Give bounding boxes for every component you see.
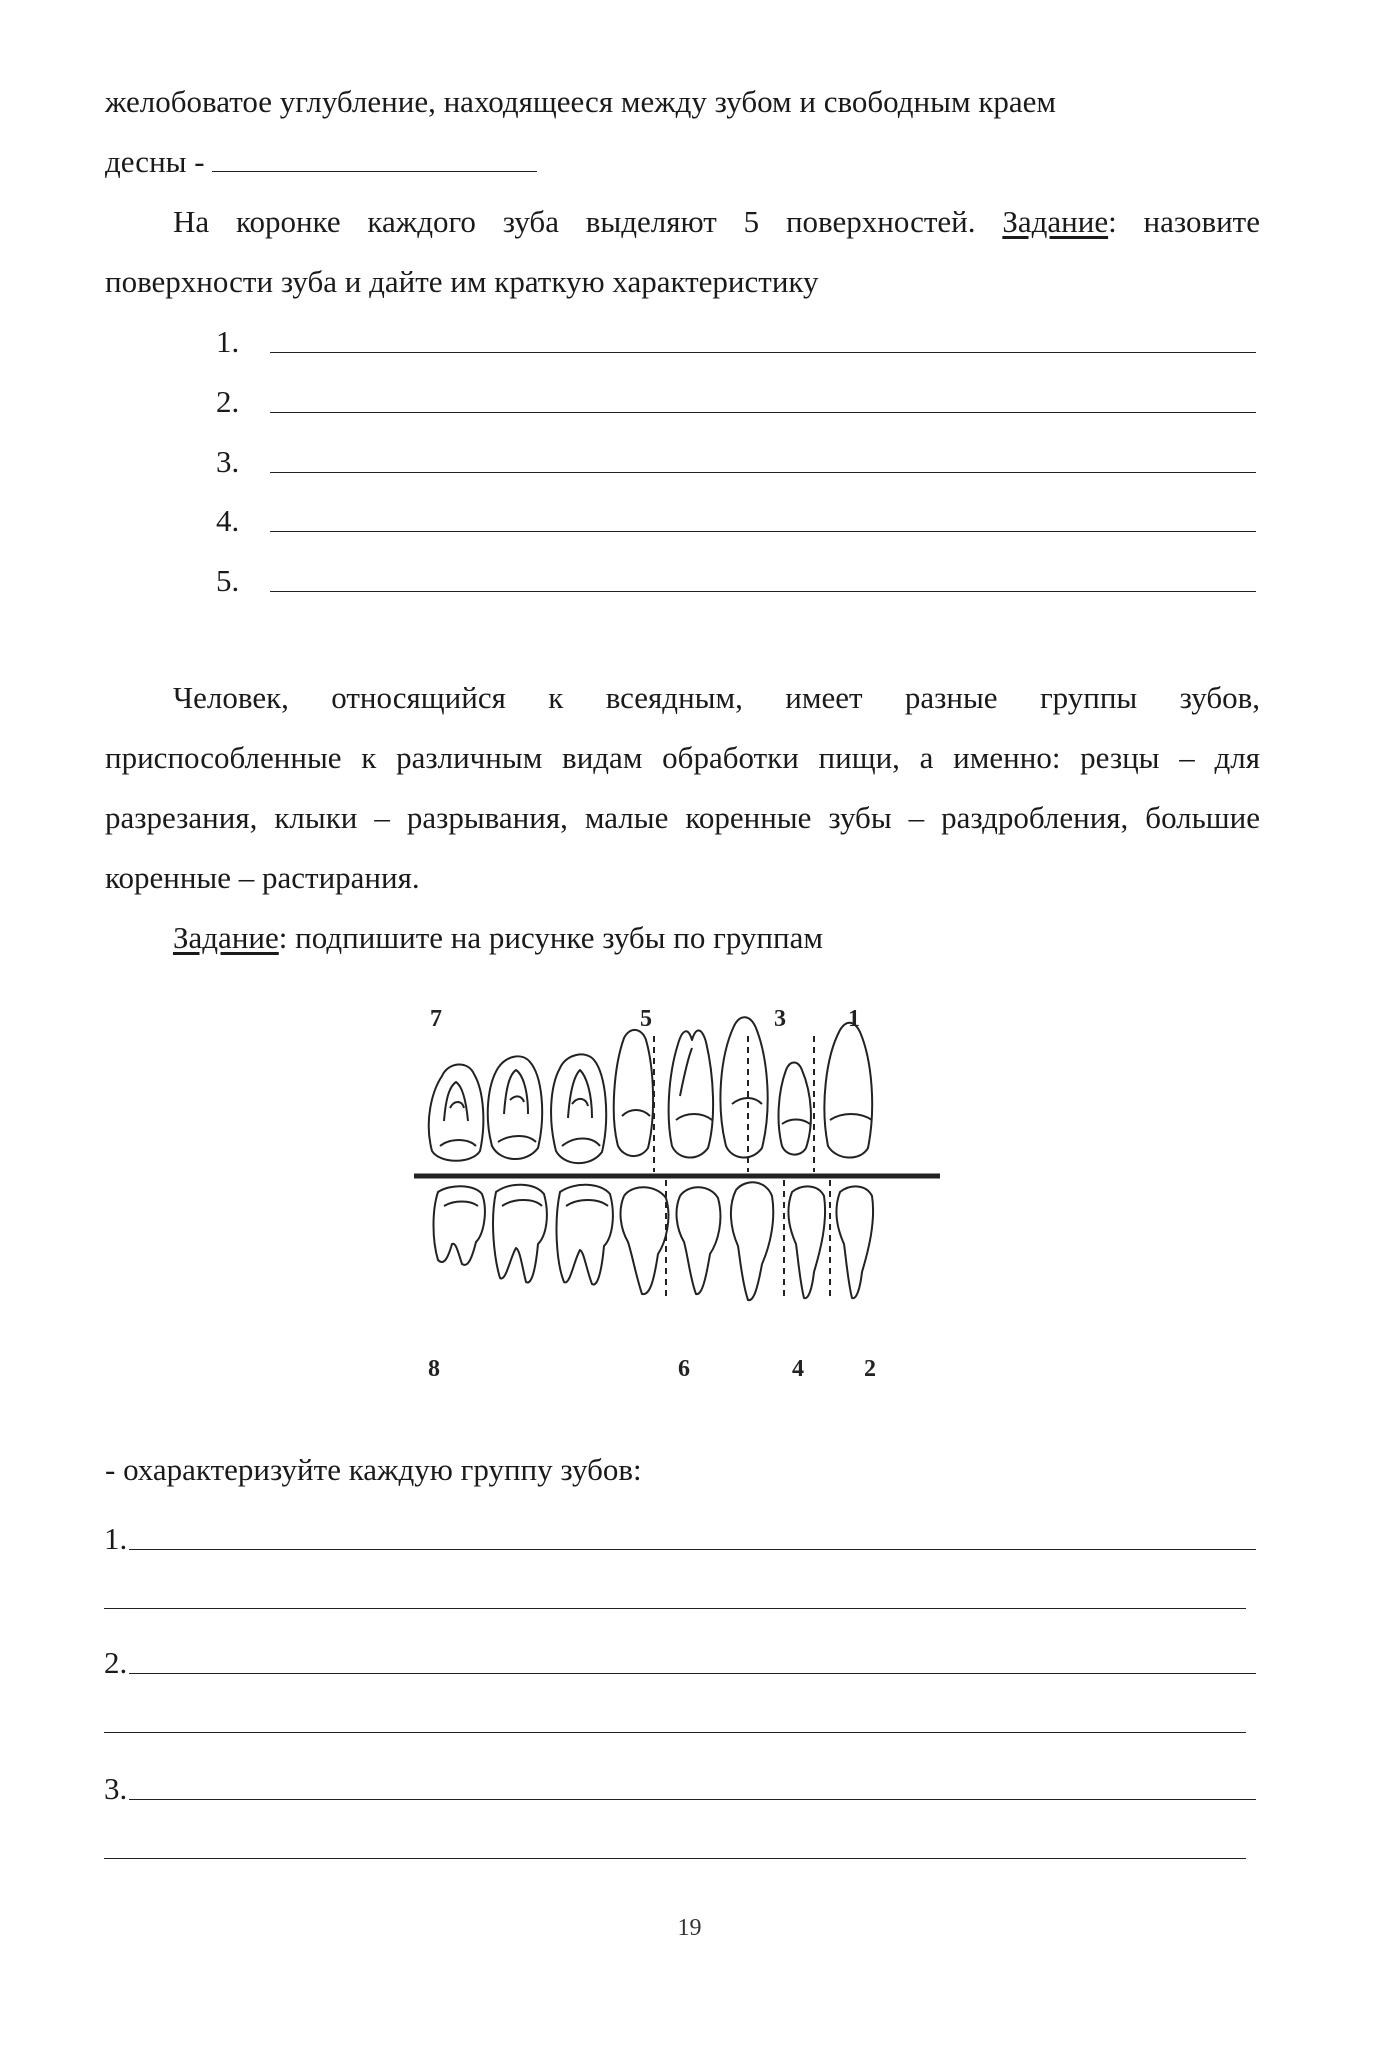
answer-blank-inline[interactable] bbox=[212, 141, 537, 172]
item-number: 1. bbox=[216, 324, 240, 359]
answer-line[interactable] bbox=[270, 531, 1256, 532]
label-bottom-8: 8 bbox=[428, 1356, 440, 1382]
answer-line-continuation[interactable] bbox=[104, 1858, 1246, 1859]
answer-line[interactable] bbox=[129, 1549, 1256, 1550]
upper-premolar-2 bbox=[614, 1030, 653, 1156]
page-number: 19 bbox=[677, 1915, 702, 1941]
upper-incisor-central bbox=[824, 1023, 872, 1158]
upper-premolar-1 bbox=[669, 1030, 713, 1157]
task1-text2: : назовите поверхности зуба и дайте им краткую характеристику bbox=[105, 204, 1260, 299]
task1-text: На коронке каждого зуба выделяют 5 поверхностей. bbox=[173, 204, 976, 239]
upper-molar-2 bbox=[488, 1056, 542, 1159]
answer-line[interactable] bbox=[270, 352, 1256, 353]
lower-incisor-lateral bbox=[789, 1186, 826, 1298]
item-number: 3. bbox=[104, 1771, 128, 1806]
label-top-7: 7 bbox=[430, 1006, 442, 1032]
teeth-groups-paragraph bbox=[105, 668, 1260, 908]
answer-line-continuation[interactable] bbox=[104, 1732, 1246, 1733]
para2-text: Человек, относящийся к всеядным, имеет разные группы зубов, приспособленные к различным видам обработки пищи, а именно: резцы – для разрезания, клыки – разрывания, малые коренные зубы – раздробления, большие коренные – растирания. bbox=[105, 680, 1260, 895]
lower-molar-2 bbox=[493, 1185, 547, 1283]
teeth-diagram bbox=[410, 996, 970, 1396]
surface-item-1 bbox=[216, 313, 1256, 357]
task2-label: Задание bbox=[173, 920, 279, 955]
lower-premolar-2 bbox=[621, 1187, 669, 1294]
lower-premolar-1 bbox=[677, 1187, 721, 1294]
upper-canine bbox=[720, 1017, 767, 1157]
label-top-1: 1 bbox=[848, 1006, 860, 1032]
intro-text-1: желобоватое углубление, находящееся между зубом и свободным краем bbox=[105, 84, 1057, 119]
task1-label: Задание bbox=[1002, 204, 1109, 239]
intro-line-1 bbox=[105, 72, 1260, 132]
answer-line[interactable] bbox=[270, 412, 1256, 413]
label-bottom-6: 6 bbox=[678, 1356, 690, 1382]
lower-molar-1 bbox=[557, 1185, 613, 1285]
answer-line-continuation[interactable] bbox=[104, 1608, 1246, 1609]
upper-molar-3 bbox=[429, 1064, 484, 1160]
label-top-3: 3 bbox=[774, 1006, 786, 1032]
intro-line-2 bbox=[105, 132, 1260, 192]
answer-line[interactable] bbox=[129, 1799, 1256, 1800]
group-answer-1 bbox=[104, 1510, 1256, 1554]
lower-canine bbox=[731, 1182, 773, 1300]
group-answer-3 bbox=[104, 1760, 1256, 1804]
item-number: 2. bbox=[216, 384, 240, 419]
group-answer-2 bbox=[104, 1634, 1256, 1678]
surface-item-3 bbox=[216, 433, 1256, 477]
intro-text-2: десны - bbox=[105, 144, 205, 179]
upper-incisor-lateral bbox=[779, 1063, 811, 1155]
lower-incisor-central bbox=[837, 1186, 874, 1298]
item-number: 3. bbox=[216, 444, 240, 479]
surface-item-2 bbox=[216, 373, 1256, 417]
upper-molar-1 bbox=[551, 1054, 606, 1163]
answer-line[interactable] bbox=[270, 591, 1256, 592]
surface-item-5 bbox=[216, 552, 1256, 596]
task1-paragraph bbox=[105, 192, 1260, 312]
task2-text: : подпишите на рисунке зубы по группам bbox=[278, 920, 823, 955]
task2-line bbox=[105, 908, 1260, 968]
label-bottom-4: 4 bbox=[792, 1356, 804, 1382]
lower-molar-3 bbox=[434, 1186, 485, 1265]
label-top-5: 5 bbox=[640, 1006, 652, 1032]
task3-text: - охарактеризуйте каждую группу зубов: bbox=[105, 1452, 642, 1487]
surface-item-4 bbox=[216, 492, 1256, 536]
task3-line bbox=[105, 1440, 1260, 1500]
answer-line[interactable] bbox=[129, 1673, 1256, 1674]
item-number: 4. bbox=[216, 503, 240, 538]
label-bottom-2: 2 bbox=[864, 1356, 876, 1382]
item-number: 1. bbox=[104, 1521, 128, 1556]
item-number: 2. bbox=[104, 1645, 128, 1680]
item-number: 5. bbox=[216, 563, 240, 598]
answer-line[interactable] bbox=[270, 472, 1256, 473]
